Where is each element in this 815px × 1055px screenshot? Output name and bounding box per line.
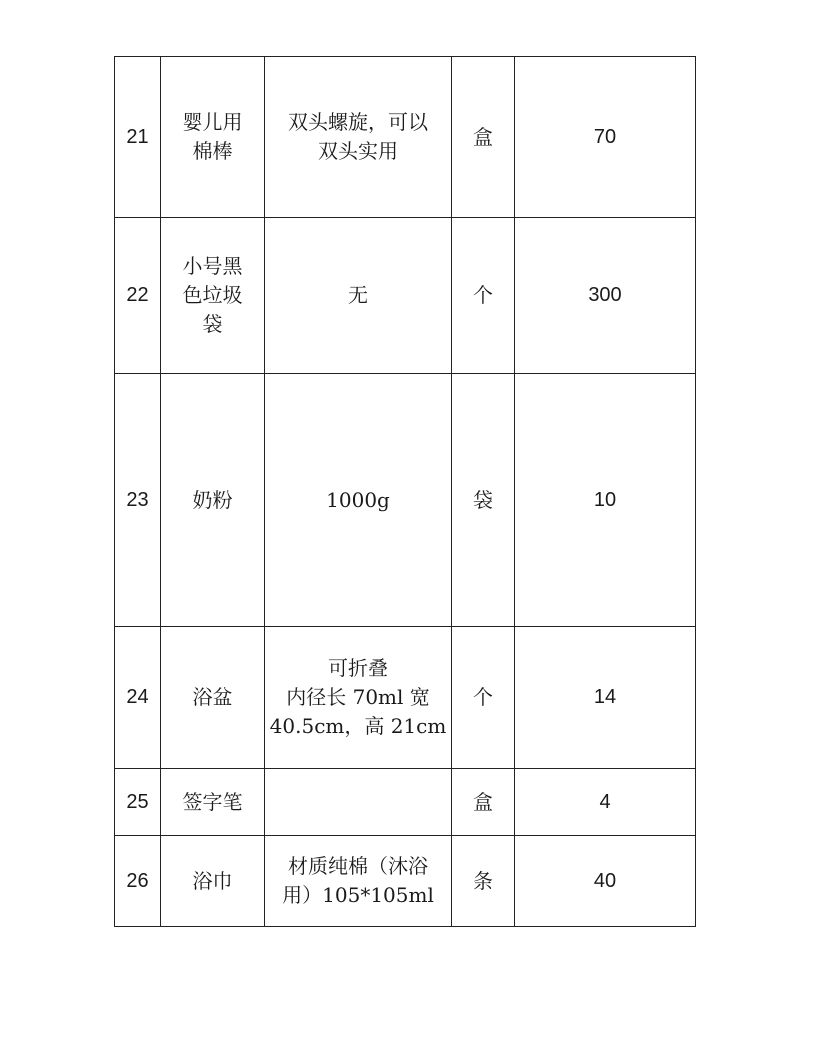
table-row bbox=[115, 374, 696, 627]
item-spec: 1000g bbox=[265, 374, 452, 627]
item-unit: 个 bbox=[452, 218, 515, 374]
item-name: 婴儿用 棉棒 bbox=[161, 57, 265, 218]
row-number: 23 bbox=[115, 374, 161, 627]
row-number: 21 bbox=[115, 57, 161, 218]
items-table bbox=[114, 56, 696, 927]
table-row bbox=[115, 57, 696, 218]
item-quantity: 4 bbox=[515, 769, 696, 836]
item-unit: 袋 bbox=[452, 374, 515, 627]
row-number: 24 bbox=[115, 627, 161, 769]
row-number: 26 bbox=[115, 836, 161, 927]
table-row bbox=[115, 218, 696, 374]
item-unit: 个 bbox=[452, 627, 515, 769]
table-row bbox=[115, 627, 696, 769]
item-spec: 可折叠 内径长 70ml 宽 40.5cm，高 21cm bbox=[265, 627, 452, 769]
table-row bbox=[115, 769, 696, 836]
item-name: 小号黑 色垃圾 袋 bbox=[161, 218, 265, 374]
item-quantity: 10 bbox=[515, 374, 696, 627]
item-unit: 条 bbox=[452, 836, 515, 927]
item-unit: 盒 bbox=[452, 57, 515, 218]
item-name: 浴盆 bbox=[161, 627, 265, 769]
item-name: 签字笔 bbox=[161, 769, 265, 836]
row-number: 25 bbox=[115, 769, 161, 836]
row-number: 22 bbox=[115, 218, 161, 374]
item-spec: 无 bbox=[265, 218, 452, 374]
table-row bbox=[115, 836, 696, 927]
item-quantity: 70 bbox=[515, 57, 696, 218]
item-unit: 盒 bbox=[452, 769, 515, 836]
item-spec: 双头螺旋，可以 双头实用 bbox=[265, 57, 452, 218]
item-quantity: 40 bbox=[515, 836, 696, 927]
item-spec bbox=[265, 769, 452, 836]
item-name: 奶粉 bbox=[161, 374, 265, 627]
item-quantity: 300 bbox=[515, 218, 696, 374]
item-name: 浴巾 bbox=[161, 836, 265, 927]
item-quantity: 14 bbox=[515, 627, 696, 769]
item-spec: 材质纯棉（沐浴 用）105*105ml bbox=[265, 836, 452, 927]
